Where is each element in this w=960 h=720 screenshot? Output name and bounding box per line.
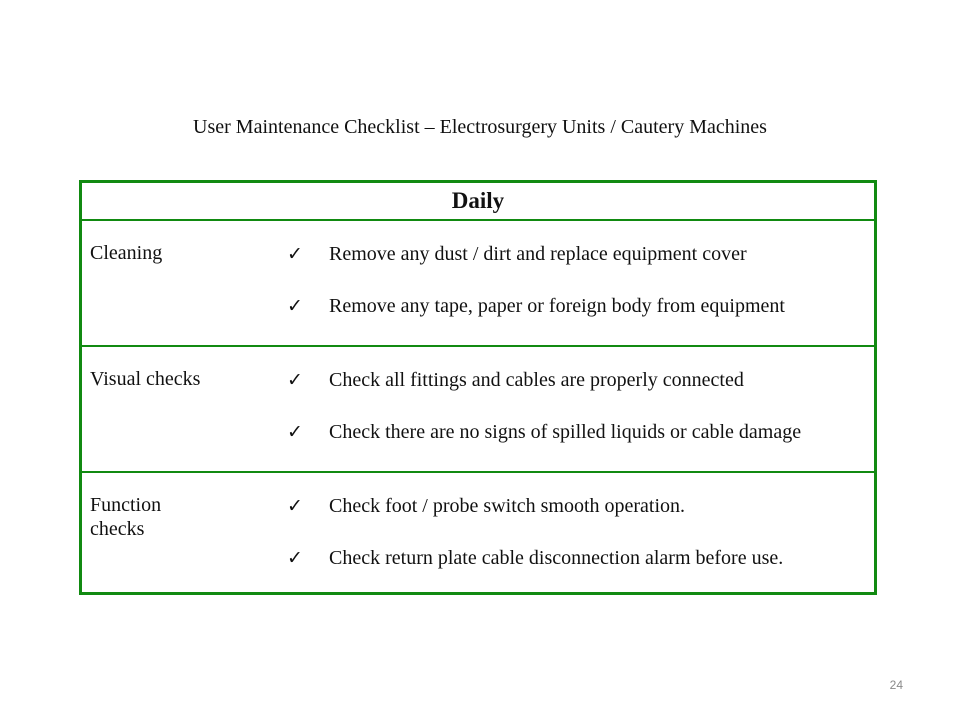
check-icon: ✓ bbox=[287, 369, 303, 391]
checklist-item bbox=[287, 495, 685, 518]
category-label: Visual checks bbox=[90, 368, 201, 390]
table-header-daily: Daily bbox=[82, 183, 874, 221]
checklist-table bbox=[79, 180, 877, 595]
check-icon: ✓ bbox=[287, 295, 303, 317]
category-label: Cleaning bbox=[90, 242, 163, 264]
checklist-item bbox=[287, 547, 783, 570]
check-icon: ✓ bbox=[287, 495, 303, 517]
item-text: Remove any dust / dirt and replace equipment cover bbox=[329, 243, 747, 265]
section-cleaning bbox=[82, 221, 874, 347]
check-icon: ✓ bbox=[287, 243, 303, 265]
item-text: Remove any tape, paper or foreign body from equipment bbox=[329, 295, 785, 317]
check-icon: ✓ bbox=[287, 421, 303, 443]
check-icon: ✓ bbox=[287, 547, 303, 569]
category-label: Function checks bbox=[90, 494, 162, 540]
checklist-item bbox=[287, 421, 801, 444]
item-text: Check there are no signs of spilled liquids or cable damage bbox=[329, 421, 802, 443]
checklist-item bbox=[287, 369, 744, 392]
checklist-item bbox=[287, 295, 785, 318]
checklist-item bbox=[287, 243, 747, 266]
section-visual-checks bbox=[82, 347, 874, 473]
item-text: Check return plate cable disconnection alarm before use. bbox=[329, 547, 784, 569]
section-function-checks bbox=[82, 473, 874, 598]
item-text: Check foot / probe switch smooth operation. bbox=[329, 495, 686, 517]
item-text: Check all fittings and cables are properly connected bbox=[329, 369, 744, 391]
page-number: 24 bbox=[889, 678, 903, 692]
document-title: User Maintenance Checklist – Electrosurgery Units / Cautery Machines bbox=[193, 116, 767, 138]
